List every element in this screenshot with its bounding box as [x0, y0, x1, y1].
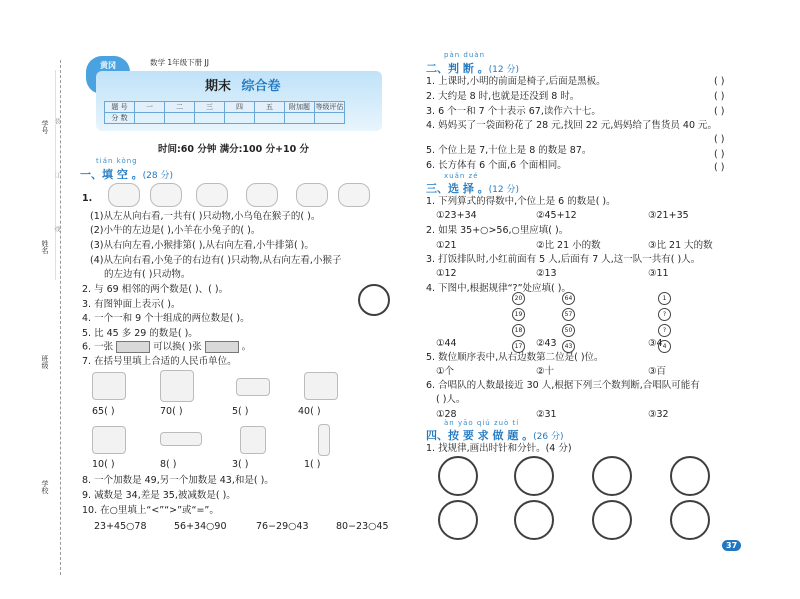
shirt-icon: [92, 372, 126, 400]
title-sub: 综合卷: [241, 79, 281, 94]
clock-icon: [514, 456, 554, 496]
backpack-icon: [304, 372, 338, 400]
pattern-cell: 19: [512, 308, 525, 321]
section3-title-text: 三、选 择 。: [426, 182, 489, 195]
section2-pinyin: pàn duàn: [444, 51, 486, 59]
scissors-icon: [240, 426, 266, 454]
score-cell[interactable]: [225, 113, 255, 124]
judge-4: 4. 妈妈买了一袋面粉花了 28 元,找回 22 元,妈妈给了售货员 40 元。: [426, 120, 718, 131]
banknote-icon: [205, 341, 239, 353]
monkey-icon: [296, 183, 328, 207]
clock-icon[interactable]: [670, 500, 710, 540]
judge-4-answer[interactable]: ( ): [714, 134, 725, 145]
score-cell[interactable]: [135, 113, 165, 124]
price-2: 70( ): [160, 406, 183, 417]
compare-4: 80−23○45: [336, 521, 389, 532]
judge-1: 1. 上课时,小明的前面是椅子,后面是黑板。: [426, 76, 606, 87]
price-7: 3( ): [232, 459, 249, 470]
pattern-cell: 43: [562, 340, 575, 353]
clock-icon[interactable]: [592, 500, 632, 540]
score-col-1: 一: [135, 102, 165, 113]
label-xuehao: 学号: [41, 120, 49, 134]
judge-5-answer[interactable]: ( ): [714, 149, 725, 160]
choice-3-opt-2[interactable]: ②13: [536, 268, 557, 279]
choice-1-opt-3[interactable]: ③21+35: [648, 210, 689, 221]
q5: 5. 比 45 多 29 的数是( )。: [82, 328, 198, 339]
price-3: 5( ): [232, 406, 249, 417]
q3: 3. 有图钟面上表示( )。: [82, 299, 181, 310]
choice-6-opt-3[interactable]: ③32: [648, 409, 669, 420]
brand-line1: 黄冈: [100, 61, 116, 70]
choice-4-opt-2[interactable]: ②43: [536, 338, 557, 349]
score-col-5: 五: [255, 102, 285, 113]
pattern-cell: 4: [658, 340, 671, 353]
pen-icon: [318, 424, 330, 456]
pattern-cell: 18: [512, 324, 525, 337]
pattern-cell: 57: [562, 308, 575, 321]
cow-icon: [196, 183, 228, 207]
score-col-0: 题 号: [105, 102, 135, 113]
judge-2: 2. 大约是 8 时,也就是还没到 8 时。: [426, 91, 580, 102]
choice-5-opt-3[interactable]: ③百: [648, 366, 667, 377]
q6-end: 。: [241, 341, 252, 353]
judge-5: 5. 个位上是 7,十位上是 8 的数是 87。: [426, 145, 592, 156]
price-4: 40( ): [298, 406, 321, 417]
score-cell[interactable]: [255, 113, 285, 124]
title-main: 期末: [205, 79, 232, 94]
score-cell[interactable]: [195, 113, 225, 124]
section2-points: (12 分): [488, 65, 520, 75]
clock-icon: [670, 456, 710, 496]
q1-a: (1)从左从向右看,一共有( )只动物,小乌龟在猴子的( )。: [90, 211, 321, 222]
section4-points: (26 分): [533, 432, 564, 442]
pattern-cell: 64: [562, 292, 575, 305]
seal-dash: ……………………装……………………订……………………线……………………: [53, 70, 60, 280]
eraser-icon: [236, 378, 270, 396]
q6-mid: 可以换( )张: [153, 341, 202, 353]
label-banji: 班级: [41, 355, 49, 369]
clock-icon[interactable]: [438, 500, 478, 540]
q9: 9. 减数是 34,差是 35,被减数是( )。: [82, 490, 236, 501]
book-icon: [92, 426, 126, 454]
clock-icon[interactable]: [514, 500, 554, 540]
q1-b: (2)小牛的左边是( ),小羊在小兔子的( )。: [90, 225, 261, 236]
q7: 7. 在括号里填上合适的人民币单位。: [82, 356, 237, 367]
q4: 4. 一个一和 9 个十组成的两位数是( )。: [82, 313, 250, 324]
score-col-2: 二: [165, 102, 195, 113]
subject-label: 数学 1年级下册 JJ: [150, 58, 209, 67]
section2-title: [426, 60, 519, 76]
score-col-6: 附加题: [285, 102, 315, 113]
pattern-cell: ?: [658, 308, 671, 321]
score-col-4: 四: [225, 102, 255, 113]
choice-3-opt-3[interactable]: ③11: [648, 268, 669, 279]
q6-pre: 6. 一张: [82, 341, 114, 353]
dog-icon: [108, 183, 140, 207]
time-info: 时间:60 分钟 满分:100 分+10 分: [158, 144, 310, 155]
compare-3: 76−29○43: [256, 521, 309, 532]
judge-6-answer[interactable]: ( ): [714, 162, 725, 173]
section4-title: [426, 427, 564, 443]
q1-d: (4)从左向右看,小兔子的右边有( )只动物,从右向左看,小猴子: [90, 255, 342, 266]
choice-3-opt-1[interactable]: ①12: [436, 268, 457, 279]
judge-1-answer[interactable]: ( ): [714, 76, 725, 87]
choice-6-opt-1[interactable]: ①28: [436, 409, 457, 420]
q1-d2: 的左边有( )只动物。: [104, 269, 191, 280]
score-row-label: 分 数: [105, 113, 135, 124]
q1-number: 1.: [82, 193, 93, 204]
ruler-icon: [160, 432, 202, 446]
pattern-column-2: [562, 292, 575, 353]
section1-pinyin: tián kòng: [96, 157, 138, 165]
q8: 8. 一个加数是 49,另一个加数是 43,和是( )。: [82, 475, 274, 486]
choice-4-opt-3[interactable]: ③4: [648, 338, 663, 349]
q6: [82, 341, 251, 354]
price-6: 8( ): [160, 459, 177, 470]
score-col-3: 三: [195, 102, 225, 113]
rabbit-icon: [150, 183, 182, 207]
choice-6: 6. 合唱队的人数最接近 30 人,根据下列三个数判断,合唱队可能有: [426, 380, 700, 391]
pattern-cell: 20: [512, 292, 525, 305]
section1-title-text: 一、填 空 。: [80, 168, 143, 181]
choice-2: 2. 如果 35+○>56,○里应填( )。: [426, 225, 569, 236]
choice-2-opt-2[interactable]: ②比 21 小的数: [536, 240, 601, 251]
section3-points: (12 分): [488, 185, 520, 195]
choice-3: 3. 打饭排队时,小红前面有 5 人,后面有 7 人,这一队一共有( )人。: [426, 254, 701, 265]
choice-4-opt-1[interactable]: ①44: [436, 338, 457, 349]
choice-1: 1. 下列算式的得数中,个位上是 6 的数是( )。: [426, 196, 616, 207]
section4-title-text: 四、按 要 求 做 题 。: [426, 429, 534, 442]
q10: 10. 在○里填上“<”“>”或“=”。: [82, 505, 219, 516]
compare-2: 56+34○90: [174, 521, 227, 532]
section1-points: (28 分): [142, 171, 174, 181]
draw-q1: 1. 找规律,画出时针和分针。(4 分): [426, 443, 572, 454]
compare-1: 23+45○78: [94, 521, 147, 532]
pattern-cell: 17: [512, 340, 525, 353]
choice-5-opt-2[interactable]: ②十: [536, 366, 555, 377]
choice-1-opt-1[interactable]: ①23+34: [436, 210, 477, 221]
choice-1-opt-2[interactable]: ②45+12: [536, 210, 577, 221]
turtle-icon: [246, 183, 278, 207]
label-xuexiao: 学校: [41, 480, 49, 494]
section3-title: [426, 180, 519, 196]
choice-6-opt-2[interactable]: ②31: [536, 409, 557, 420]
section4-pinyin: àn yāo qiú zuò tí: [444, 419, 520, 427]
choice-5-opt-1[interactable]: ①个: [436, 366, 455, 377]
pattern-column-1: [512, 292, 525, 353]
section3-pinyin: xuǎn zé: [444, 172, 479, 180]
q2: 2. 与 69 相邻的两个数是( )、( )。: [82, 284, 229, 295]
choice-2-opt-1[interactable]: ①21: [436, 240, 457, 251]
pattern-cell: 50: [562, 324, 575, 337]
sheep-icon: [338, 183, 370, 207]
score-table: [104, 101, 345, 124]
choice-6b: ( )人。: [436, 394, 466, 405]
price-8: 1( ): [304, 459, 321, 470]
banknote-icon: [116, 341, 150, 353]
price-1: 65( ): [92, 406, 115, 417]
pattern-cell: 1: [658, 292, 671, 305]
section2-title-text: 二、判 断 。: [426, 62, 489, 75]
page-number: 37: [722, 540, 741, 551]
clock-icon: [592, 456, 632, 496]
judge-2-answer[interactable]: ( ): [714, 91, 725, 102]
judge-3-answer[interactable]: ( ): [714, 106, 725, 117]
price-5: 10( ): [92, 459, 115, 470]
choice-4: 4. 下图中,根据规律“?”处应填( )。: [426, 283, 571, 294]
judge-6: 6. 长方体有 6 个面,6 个面相同。: [426, 160, 567, 171]
clock-icon: [358, 284, 390, 316]
score-cell[interactable]: [285, 113, 315, 124]
score-col-7: 等级评估: [315, 103, 344, 111]
label-xingming: 姓名: [41, 240, 49, 254]
choice-5: 5. 数位顺序表中,从右边数第二位是( )位。: [426, 352, 604, 363]
pattern-cell: ?: [658, 324, 671, 337]
q1-c: (3)从右向左看,小猴排第( ),从右向左看,小牛排第( )。: [90, 240, 314, 251]
section1-title: [80, 166, 173, 182]
choice-2-opt-3[interactable]: ③比 21 大的数: [648, 240, 713, 251]
page-title: [205, 75, 281, 94]
clock-icon: [438, 456, 478, 496]
score-cell[interactable]: [315, 113, 345, 124]
pants-icon: [160, 370, 194, 402]
judge-3: 3. 6 个一和 7 个十表示 67,读作六十七。: [426, 106, 601, 117]
score-cell[interactable]: [165, 113, 195, 124]
